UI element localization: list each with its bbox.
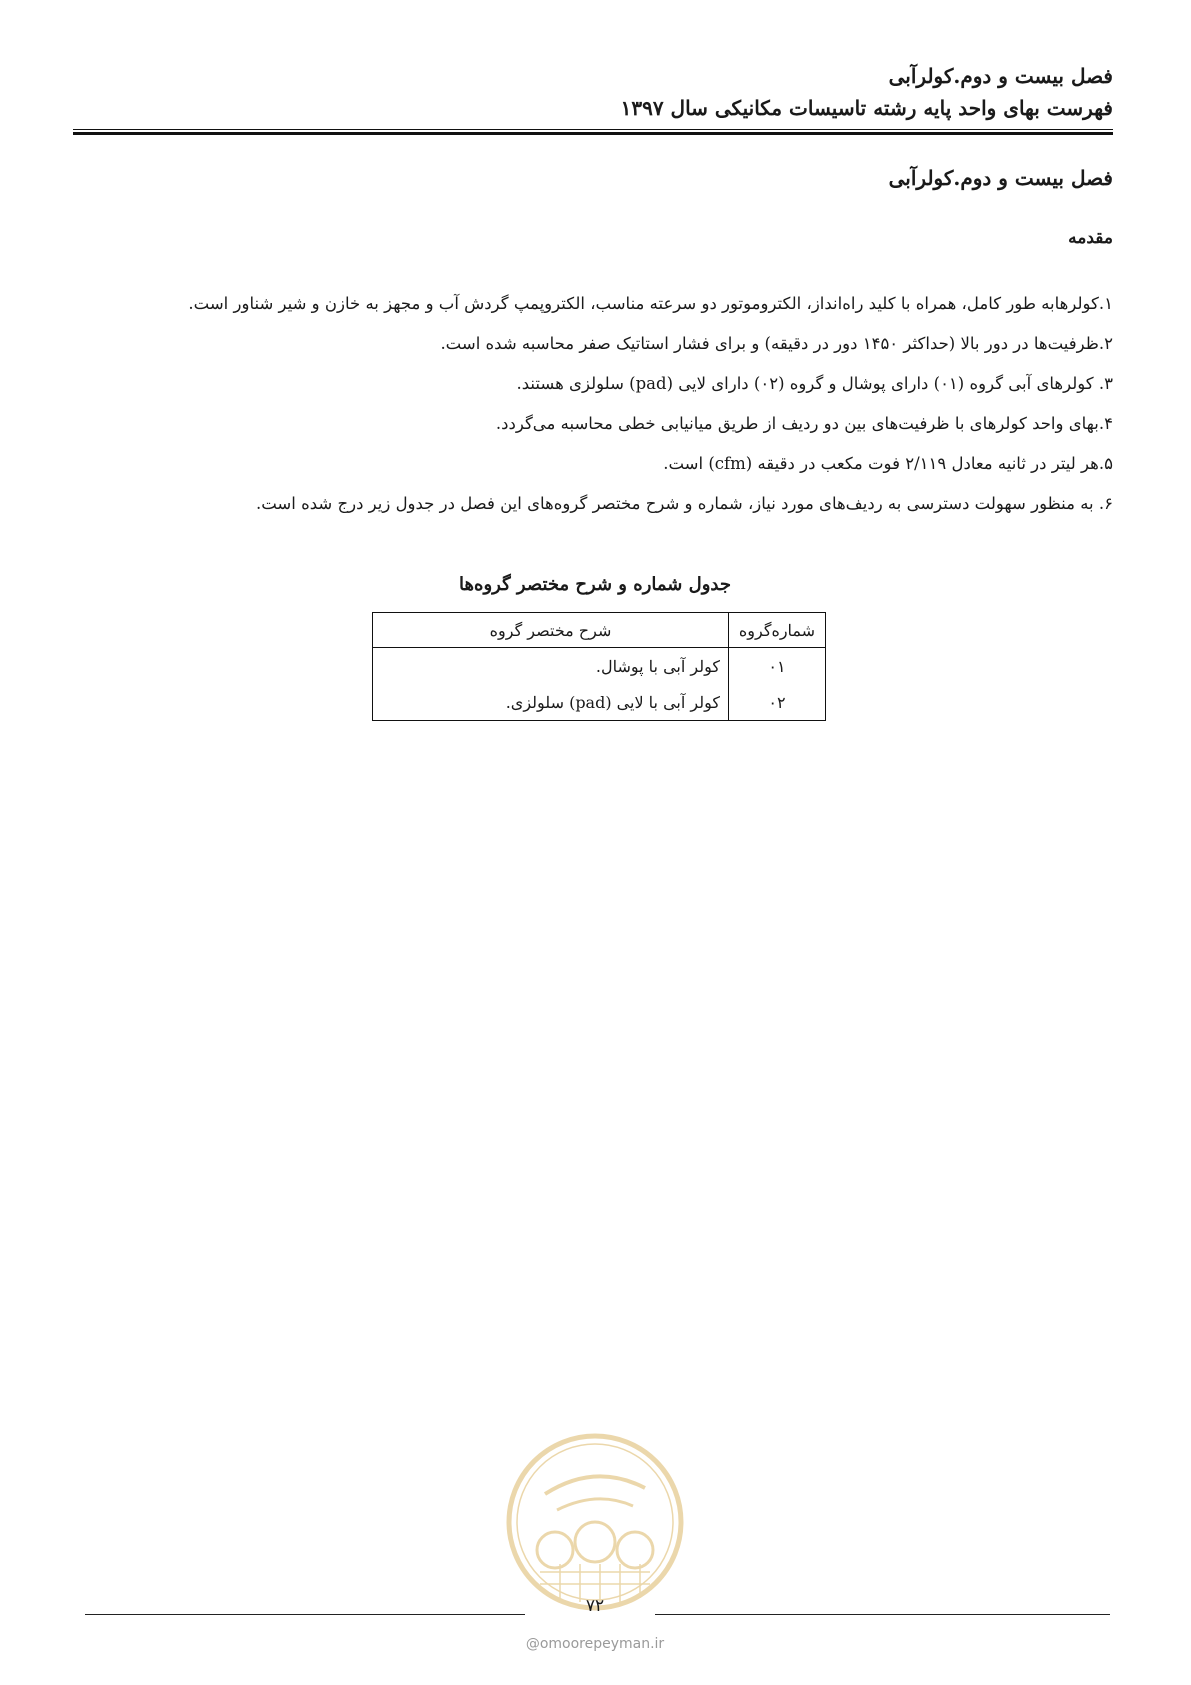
- note-item: ۴.بهای واحد کولرهای با ظرفیت‌های بین دو ردیف از طریق میانیابی خطی محاسبه می‌گردد.: [495, 414, 1113, 433]
- table-title: جدول شماره و شرح مختصر گروه‌ها: [459, 574, 731, 595]
- website-watermark: @omoorepeyman.ir: [525, 1636, 665, 1652]
- note-item: ۲.ظرفیت‌ها در دور بالا (حداکثر ۱۴۵۰ دور در دقیقه) و برای فشار استاتیک صفر محاسبه شده است.: [440, 334, 1113, 353]
- note-item: ۶. به منظور سهولت دسترسی به ردیف‌های مورد نیاز، شماره و شرح مختصر گروه‌های این فصل در جدول زیر درج شده است.: [255, 494, 1113, 513]
- table-row: [373, 648, 826, 685]
- header-group-description: شرح مختصر گروه: [373, 613, 729, 648]
- groups-table: [372, 612, 826, 721]
- watermark-seal-icon: [505, 1432, 685, 1612]
- chapter-title: فصل بیست و دوم.کولرآبی: [888, 166, 1113, 190]
- introduction-notes: [73, 284, 1113, 524]
- table-row: [373, 684, 826, 721]
- page-header: [78, 60, 1113, 124]
- header-group-number: شماره‌گروه: [729, 613, 826, 648]
- note-item: ۵.هر لیتر در ثانیه معادل ۲/۱۱۹ فوت مکعب در دقیقه (cfm) است.: [663, 454, 1113, 473]
- footer-divider-left: [85, 1614, 525, 1615]
- header-divider-thick: [73, 132, 1113, 135]
- footer-divider-right: [655, 1614, 1110, 1615]
- header-chapter-title: فصل بیست و دوم.کولرآبی: [888, 64, 1113, 88]
- group-description-cell: کولر آبی با لایی (pad) سلولزی.: [373, 684, 729, 721]
- group-number-cell: ۰۱: [729, 648, 826, 685]
- header-divider-thin: [73, 129, 1113, 130]
- group-number-cell: ۰۲: [729, 684, 826, 721]
- page-number: ۷۲: [585, 1596, 605, 1616]
- header-document-title: فهرست بهای واحد پایه رشته تاسیسات مکانیکی سال ۱۳۹۷: [620, 96, 1113, 120]
- note-item: ۱.کولرهابه طور کامل، همراه با کلید راه‌انداز، الکتروموتور دو سرعته مناسب، الکتروپمپ گردش آب و مجهز به خازن و شیر شناور است.: [188, 294, 1113, 313]
- group-description-cell: کولر آبی با پوشال.: [373, 648, 729, 685]
- introduction-heading: مقدمه: [1068, 228, 1113, 248]
- note-item: ۳. کولرهای آبی گروه (۰۱) دارای پوشال و گروه (۰۲) دارای لایی (pad) سلولزی هستند.: [516, 374, 1113, 393]
- table-header-row: [373, 613, 826, 648]
